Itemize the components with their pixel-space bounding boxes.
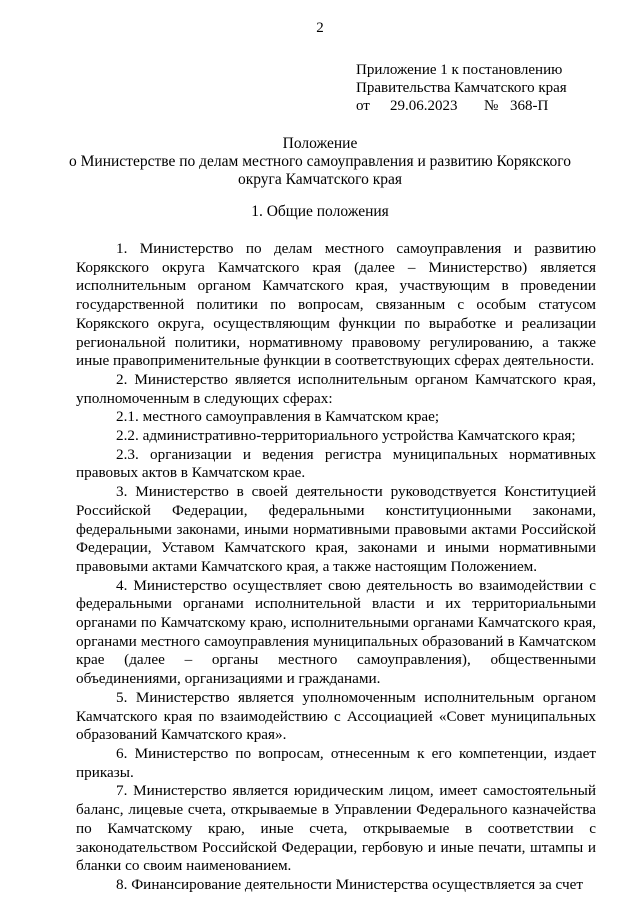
appendix-number: 368-П — [510, 98, 549, 114]
appendix-reference — [356, 97, 567, 115]
appendix-date: 29.06.2023 — [390, 98, 458, 114]
document-title — [0, 135, 640, 189]
paragraph-2-1: 2.1. местного самоуправления в Камчатском крае; — [116, 408, 440, 426]
paragraph-2-3: 2.3. организации и ведения регистра муниципальных нормативных правовых актов в Камчатском крае. — [76, 445, 596, 482]
title-line-1: Положение — [282, 135, 358, 152]
paragraph-3: 3. Министерство в своей деятельности руководствуется Конституцией Российской Федерации, федеральными конституционными законами, федеральными законами, иными нормативными правовыми актами Российской Федерации, Уставом Камчатского края, законами и иными нормативными правовыми актами Камчатского края, а также настоящим Положением. — [76, 483, 596, 575]
title-line-3: округа Камчатского края — [237, 171, 402, 188]
paragraph-7: 7. Министерство является юридическим лицом, имеет самостоятельный баланс, лицевые счета, открываемые в Управлении Федерального казначейства по Камчатскому краю, иные счета, открываемые в соответствии с законодательством Российской Федерации, гербовую и иные печати, штампы и бланки со своим наименованием. — [76, 782, 596, 875]
appendix-from-label: от — [356, 98, 370, 114]
page-number: 2 — [316, 20, 324, 36]
paragraph-8: 8. Финансирование деятельности Министерства осуществляется за счет — [116, 875, 584, 893]
paragraph-6: 6. Министерство по вопросам, отнесенным к его компетенции, издает приказы. — [76, 744, 596, 781]
section-title: 1. Общие положения — [251, 203, 389, 220]
paragraph-2: 2. Министерство является исполнительным органом Камчатского края, уполномоченным в следующих сферах: — [76, 370, 596, 407]
paragraph-5: 5. Министерство является уполномоченным исполнительным органом Камчатского края по взаимодействию с Ассоциацией «Совет муниципальных образований Камчатского края». — [76, 688, 596, 744]
title-line-2: о Министерстве по делам местного самоуправления и развитию Корякского — [69, 153, 571, 170]
paragraph-4: 4. Министерство осуществляет свою деятельность во взаимодействии с федеральными органами исполнительной власти и их территориальными органами по Камчатскому краю, исполнительными органами Камчатского края, органами местного самоуправления муниципальных образований в Камчатском крае (далее – органы местного самоуправления), общественными объединениями, организациями и гражданами. — [76, 576, 596, 688]
paragraph-1: 1. Министерство по делам местного самоуправления и развитию Корякского округа Камчатского края (далее – Министерство) является исполнительным органом Камчатского края, участвующим в проведении государственной политики по вопросам, связанным с особым статусом Корякского округа, осуществляющим функции по выработке и реализации региональной политики, нормативному правовому регулированию, а также иные правоприменительные функции в соответствующих сферах деятельности. — [76, 240, 596, 370]
appendix-number-sign: № — [484, 98, 499, 114]
appendix-line-2: Правительства Камчатского края — [356, 80, 567, 96]
document-body — [76, 240, 596, 895]
appendix-line-1: Приложение 1 к постановлению — [356, 62, 563, 78]
paragraph-2-2: 2.2. административно-территориального устройства Камчатского края; — [116, 427, 576, 445]
appendix-header — [356, 61, 567, 115]
